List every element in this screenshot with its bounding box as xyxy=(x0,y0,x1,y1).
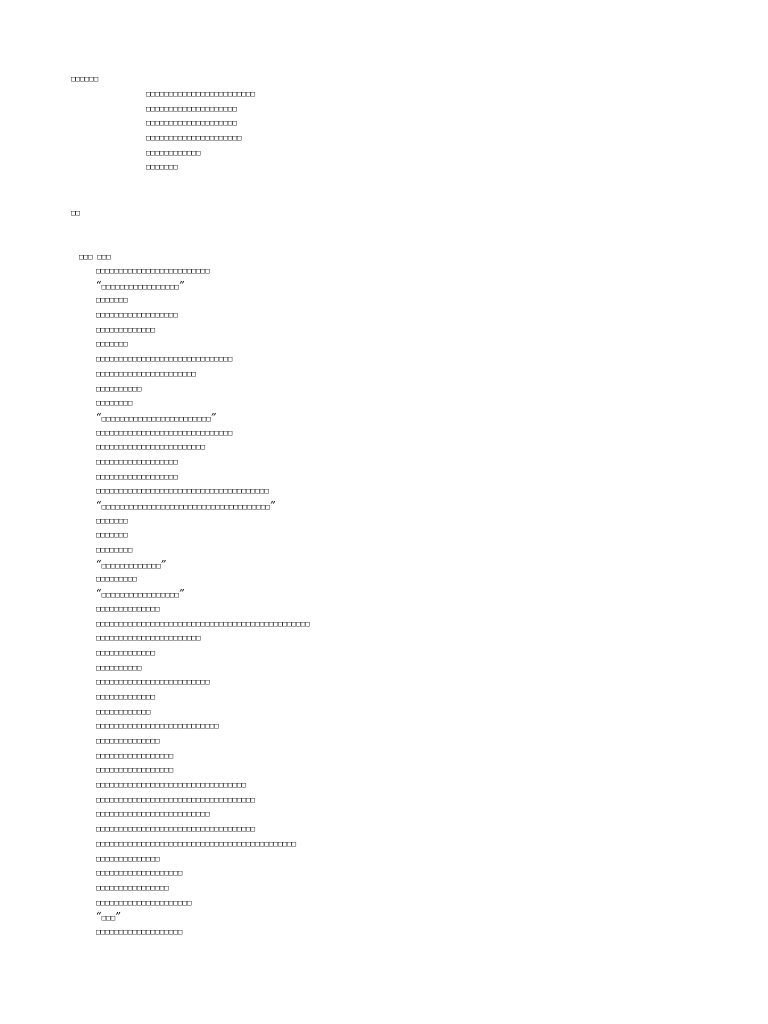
line-text: □□□□□□□ xyxy=(96,515,128,525)
text-line xyxy=(96,352,310,367)
line-text: □□□□□□□□□□□□ xyxy=(96,706,151,716)
text-line xyxy=(96,631,310,646)
header-line xyxy=(146,102,255,117)
line-text: □□□□□□□ xyxy=(96,295,128,305)
text-line xyxy=(96,528,310,543)
line-text: □□□□□□□□ xyxy=(96,398,133,408)
text-line xyxy=(96,896,310,911)
line-text: □□□□□□□□□□□□□□□□□ xyxy=(96,765,174,775)
open-quote-mark: “ xyxy=(96,410,102,424)
text-line xyxy=(96,264,310,279)
text-line xyxy=(96,837,310,852)
line-text: □□□□□□□□□□□□□□□□□□□□□□□□□□□□□□□□□□□ xyxy=(96,824,256,834)
line-text: □□□□□□□□□□□□□□□□□□ xyxy=(96,471,178,481)
text-line xyxy=(96,426,310,441)
quoted-text-line xyxy=(96,411,310,426)
line-text: □□□□□□□□□□□□□□□□□□□□□□□□□ xyxy=(96,266,210,275)
line-text: □□□□□□□□□□□□□□□□□□□ xyxy=(96,868,183,878)
line-text: □□□□□□□ xyxy=(96,339,128,349)
line-text: □□□□□□□□□ xyxy=(96,574,137,584)
quoted-text-line xyxy=(96,587,310,602)
close-quote-mark: ” xyxy=(178,587,185,601)
line-text: □□□□□□□□□□□□□□□□□□□□□□□□□ xyxy=(96,677,210,687)
close-quote-mark: ” xyxy=(269,499,276,512)
close-quote-mark: ” xyxy=(210,410,217,424)
open-quote-mark: “ xyxy=(96,587,102,601)
text-line xyxy=(96,778,310,793)
quoted-text: □□□ xyxy=(101,913,116,923)
line-text: □□□□□□□□□□ xyxy=(96,662,142,672)
quoted-text: □□□□□□□□□□□□□□□□□ xyxy=(101,281,179,291)
quoted-text-line xyxy=(96,558,310,573)
text-line xyxy=(96,705,310,720)
header-line xyxy=(146,87,255,102)
quoted-text-line xyxy=(96,499,310,514)
text-line xyxy=(96,602,310,617)
text-line xyxy=(96,866,310,881)
close-quote-mark: ” xyxy=(160,557,167,571)
line-text: □□□□□□□□□□□□□□□□□□□□□□□□□□□□□□□□□□□□□□□□□□□□□□□ xyxy=(96,618,310,628)
text-line xyxy=(96,822,310,837)
text-line xyxy=(96,763,310,778)
text-line xyxy=(96,572,310,587)
text-line xyxy=(96,470,310,485)
text-line xyxy=(96,807,310,822)
header-line xyxy=(146,116,255,131)
text-line xyxy=(96,661,310,676)
text-line xyxy=(96,543,310,558)
open-quote-mark: “ xyxy=(96,910,102,924)
line-text: □□□□□□□□□□□□□□□□□□□□□□□□□□□□□□□□□□□□□□□□□□□□ xyxy=(96,838,297,848)
line-text: □□□□□□□□□□□□□□□□□□□□□□□□ xyxy=(96,442,206,452)
text-line xyxy=(96,514,310,529)
open-quote-mark: “ xyxy=(96,499,102,512)
text-line xyxy=(96,382,310,397)
line-text: □□□□□□□ xyxy=(96,530,128,540)
header-line xyxy=(146,146,255,161)
line-text: □□□□□□□□□□□□□□□□□□ xyxy=(96,310,178,320)
line-text: □□□□□□□□□□□□□□□□□□□□□□□□□ xyxy=(96,809,210,819)
line-text: □□□□□□□□□□□□□□□□□□□□□□□□□□□□□□□□□□□ xyxy=(96,794,256,804)
text-line xyxy=(96,646,310,661)
text-line xyxy=(96,793,310,808)
line-text: □□□□□□□□□□□□□□ xyxy=(96,603,160,613)
header-line xyxy=(146,131,255,146)
text-line xyxy=(96,925,310,940)
text-line xyxy=(96,308,310,323)
quoted-text: □□□□□□□□□□□□□□□□□□□□□□□□□□□□□□□□□□□□□ xyxy=(101,502,270,511)
quoted-text: □□□□□□□□□□□□□□□□□ xyxy=(101,590,179,600)
text-line xyxy=(96,675,310,690)
header-label xyxy=(71,72,98,87)
body-lines xyxy=(96,264,310,940)
text-line xyxy=(96,749,310,764)
line-text: □□□□□□□□□□□□□□□□□ xyxy=(96,750,174,760)
line-text: □□□□□□□□□□□□□ xyxy=(96,324,156,334)
text-line xyxy=(96,440,310,455)
line-text: □□□□□□□□ xyxy=(96,545,133,555)
text-line xyxy=(96,852,310,867)
text-line xyxy=(96,396,310,411)
close-quote-mark: ” xyxy=(178,278,185,292)
quoted-text: □□□□□□□□□□□□□ xyxy=(101,560,161,570)
quoted-text-line xyxy=(96,910,310,925)
line-text: □□□□□□□□□□□□□□□□□□□□□□ xyxy=(96,368,197,378)
line-text: □□□□□□□□□□□□□□□□□□□□□□□□□□□□□□□□□ xyxy=(96,780,247,790)
line-text: □□□□□□□□□□□□□□ xyxy=(96,736,160,745)
text-line xyxy=(96,719,310,734)
line-text: □□□□□□□□□□□□□□□□□□□□□□□□□□□ xyxy=(96,721,219,731)
line-text: □□□□□□□□□□□□□□ xyxy=(96,853,160,863)
line-text: □□□□□□□□□□□□□□□□□□□□□□□□□□□□□□ xyxy=(96,354,233,364)
text-line xyxy=(96,734,310,749)
text-line xyxy=(96,881,310,896)
text-line xyxy=(96,690,310,705)
text-line xyxy=(96,367,310,382)
line-text: □□□□□□□□□□□□□□□□□□□□□ xyxy=(96,897,192,907)
header-line xyxy=(146,160,255,175)
section-subheading xyxy=(79,250,111,265)
close-quote-mark: ” xyxy=(115,910,121,924)
text-line xyxy=(96,337,310,352)
line-text: □□□□□□□□□□□□□ xyxy=(96,647,156,657)
quoted-text: □□□□□□□□□□□□□□□□□□□□□□□□ xyxy=(101,413,211,423)
open-quote-mark: “ xyxy=(96,557,102,571)
section-label xyxy=(71,206,80,221)
open-quote-mark: “ xyxy=(96,278,102,292)
text-line xyxy=(96,323,310,338)
line-text: □□□□□□□□□□□□□□□□□□ xyxy=(96,456,178,466)
line-text: □□□□□□□□□□ xyxy=(96,383,142,393)
header-lines xyxy=(146,87,255,175)
text-line xyxy=(96,617,310,632)
line-text: □□□□□□□□□□□□□□□□ xyxy=(96,882,169,892)
line-text: □□□□□□□□□□□□□□□□□□□ xyxy=(96,926,183,936)
line-text: □□□□□□□□□□□□□ xyxy=(96,691,156,701)
line-text: □□□□□□□□□□□□□□□□□□□□□□□□□□□□□□ xyxy=(96,427,233,437)
text-line xyxy=(96,293,310,308)
quoted-text-line xyxy=(96,279,310,294)
text-line xyxy=(96,455,310,470)
line-text: □□□□□□□□□□□□□□□□□□□□□□□ xyxy=(96,633,201,643)
line-text: □□□□□□□□□□□□□□□□□□□□□□□□□□□□□□□□□□□□□□ xyxy=(96,486,269,496)
text-line xyxy=(96,484,310,499)
